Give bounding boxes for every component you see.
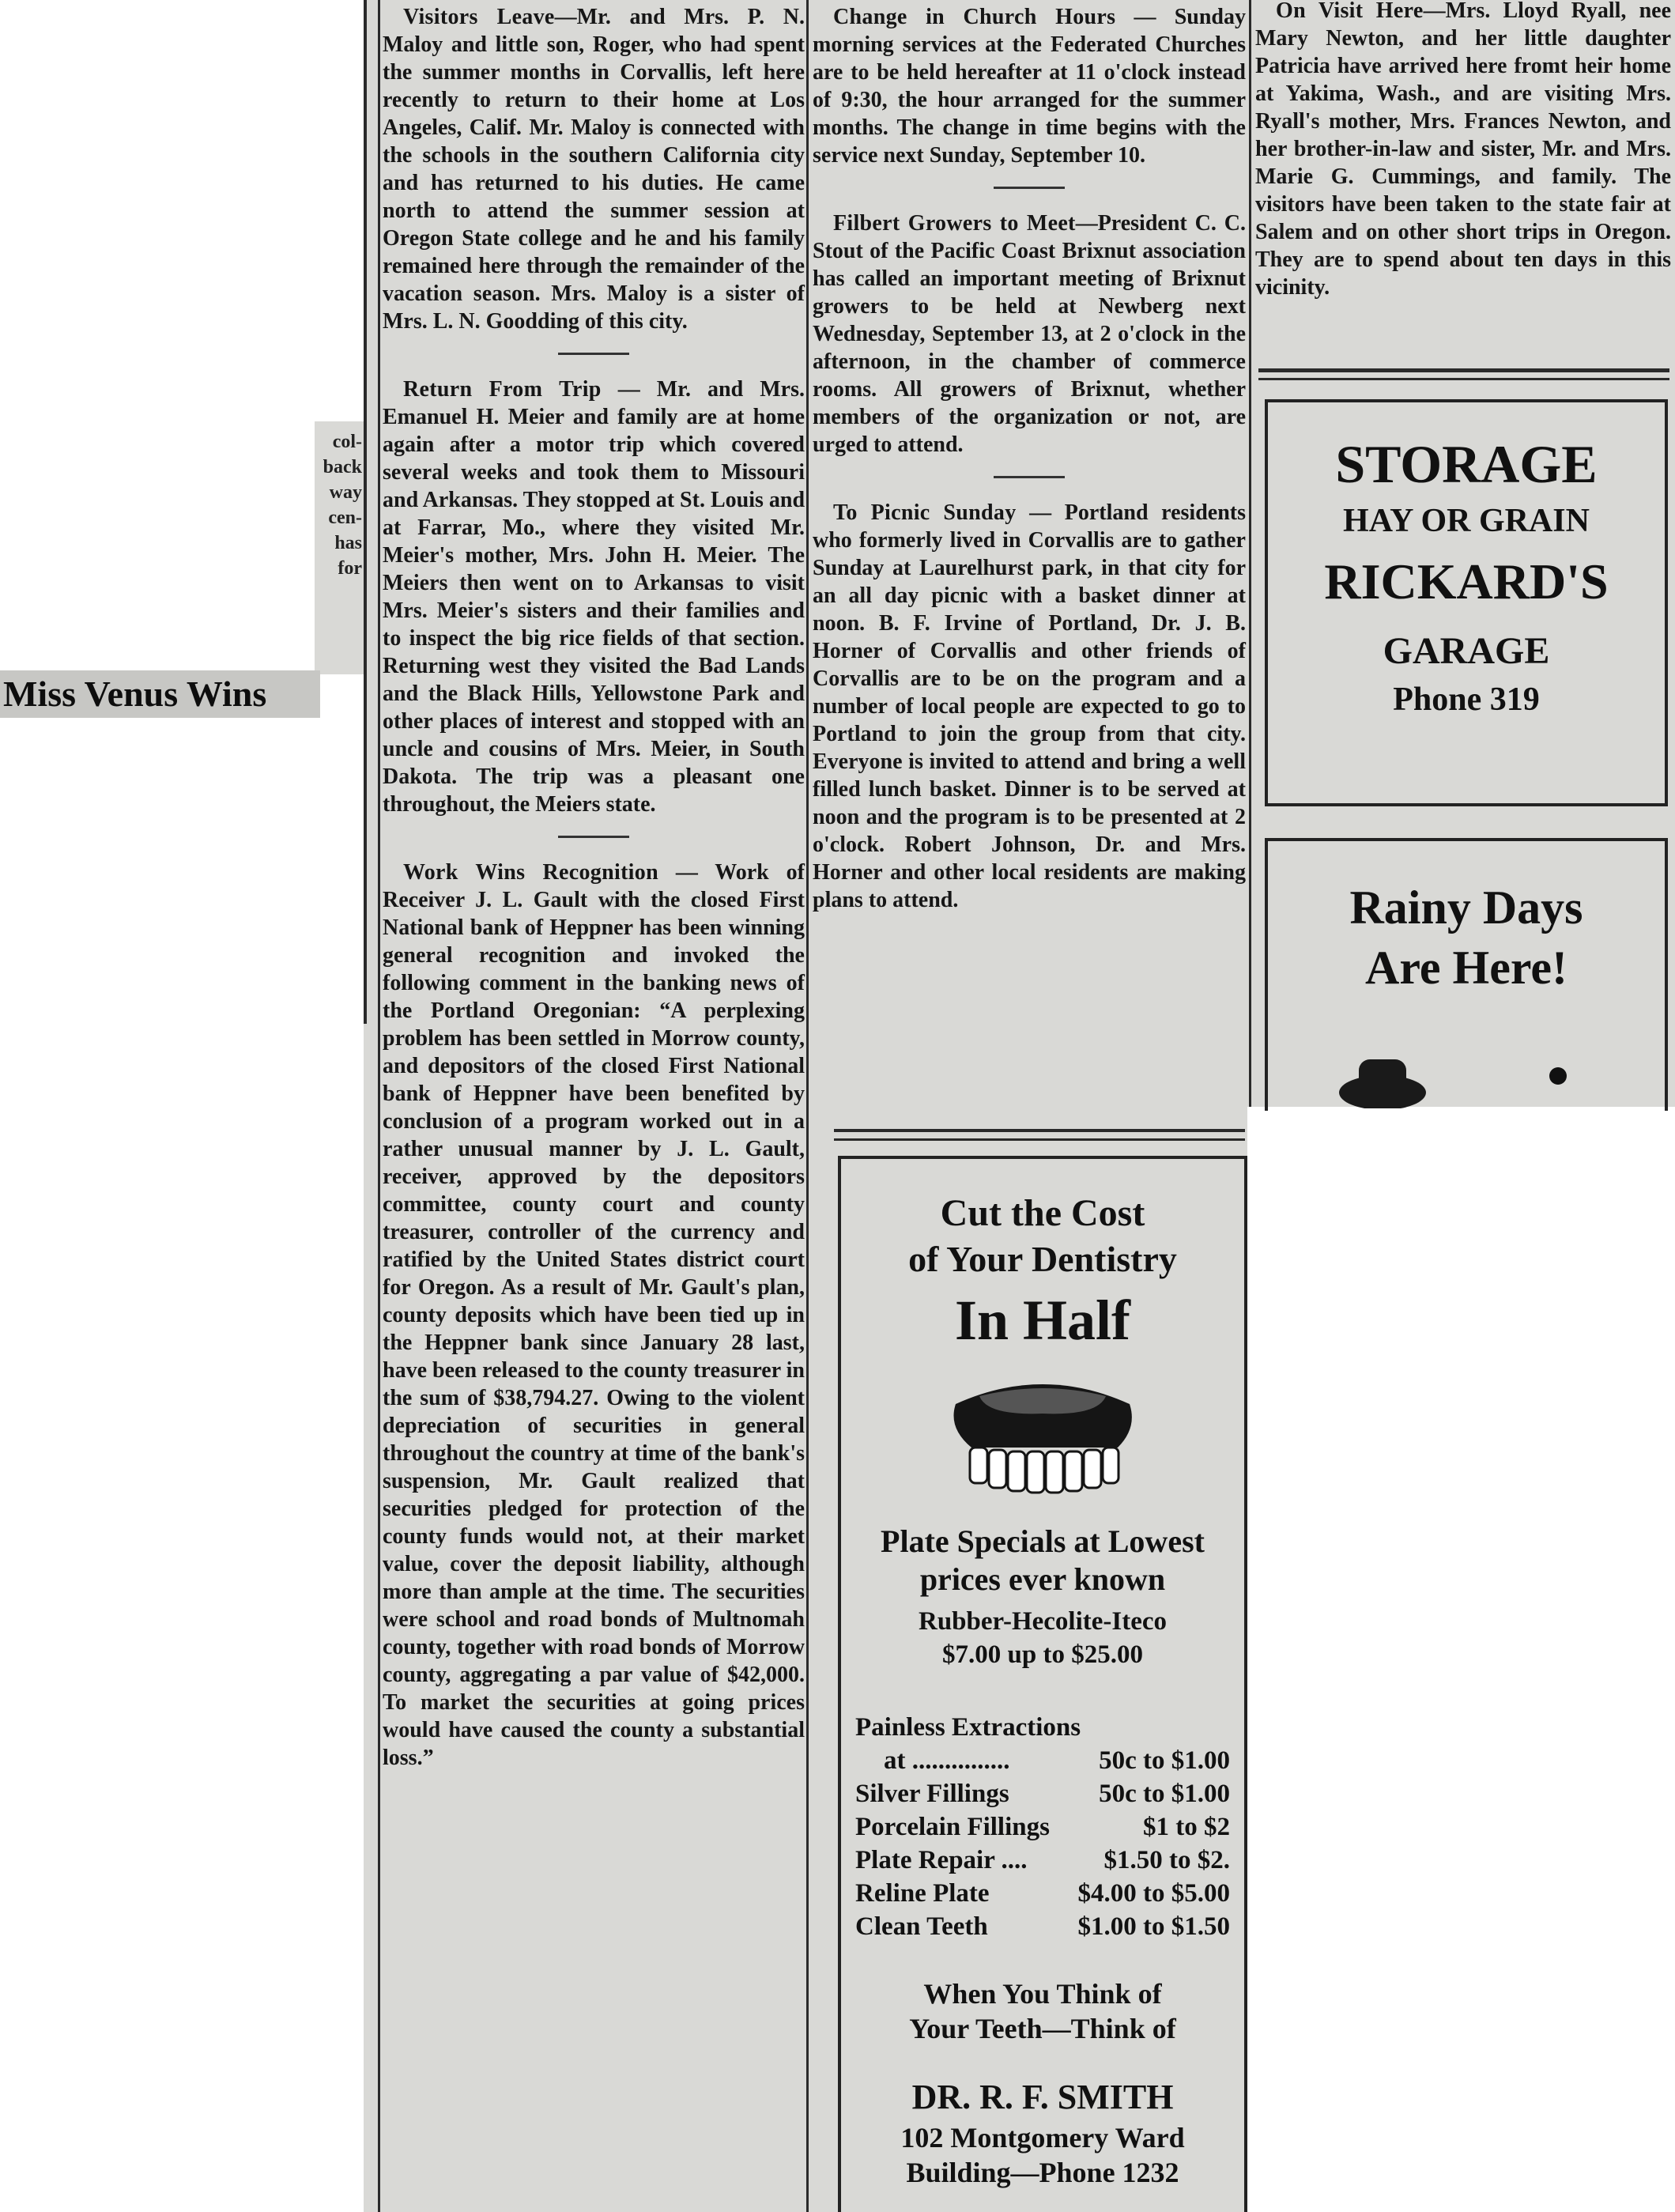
snippet-word: has (334, 533, 362, 553)
price-value: $1.50 to $2. (1103, 1846, 1230, 1874)
article-body: — Portland residents who formerly lived in Corvallis are to gather Sunday at Laurelhurst park, in that city for an all day picnic with a basket dinner at noon. B. F. Irvine of Portland, Dr. J. B. Horner of Corvallis and other friends of Corvallis are to be on the program and a number of local people are expected to go to Portland to join the group from that city. Everyone is invited to attend and bring a well filled lunch basket. Dinner is to be served at noon and the program is to be presented at 2 o'clock. Robert Johnson, Dr. and Mrs. Horner and other local residents are making plans to attend. (813, 500, 1246, 912)
article-visitors-leave (383, 3, 805, 335)
article-body: —Mrs. Lloyd Ryall, nee Mary Newton, and her little daughter Patricia have arrived here fromt heir home at Yakima, Wash., and are visiting Mrs. Ryall's mother, Mrs. Frances Newton, and her brother-in-law and sister, Mr. and Mrs. Marie G. Cummings, and family. The visitors have been taken to the state fair at Salem and on other short trips in Oregon. They are to spend about ten days in this vicinity. (1255, 0, 1671, 300)
price-value: 50c to $1.00 (1099, 1746, 1230, 1775)
ad-dentist-headline-1: Cut the Cost (940, 1192, 1145, 1234)
ad-rainy-line1: Rainy Days (1349, 881, 1583, 934)
price-row (855, 1777, 1230, 1810)
price-row (855, 1711, 1230, 1744)
price-value: $1 to $2 (1143, 1813, 1230, 1841)
article-lead: Work Wins Recognition (403, 860, 658, 885)
article-body: — Mr. and Mrs. Emanuel H. Meier and family are at home again after a motor trip which covered several weeks and took them to Missouri and Arkansas. They stopped at St. Louis and at Farrar, Mo., where they visited Mr. Meier's mother, Mrs. John H. Meier. The Meiers then went on to Arkansas to visit Mrs. Meier's sisters and their families and to inspect the big rice fields of that section. Returning west they visited the Bad Lands and the Black Hills, Yellowstone Park and other places of interest and stopped with an uncle and cousins of Mrs. Meier, in South Dakota. The trip was a pleasant one throughout, the Meiers state. (383, 377, 805, 817)
section-rule (834, 1138, 1245, 1141)
denture-icon (940, 1372, 1145, 1507)
article-lead: To Picnic Sunday (833, 500, 1017, 525)
price-row (855, 1877, 1230, 1910)
price-row (855, 1744, 1230, 1777)
ad-rainy-line2: Are Here! (1365, 942, 1567, 994)
price-item: Clean Teeth (855, 1912, 988, 1941)
ad-dentist-headline-3: In Half (954, 1289, 1131, 1352)
ad-dentist-address: 102 Montgomery Ward (900, 2122, 1185, 2153)
article-body: —Mr. and Mrs. P. N. Maloy and little son, Roger, who had spent the summer months in Corvallis, left here recently to return to their home at Los Angeles, Calif. Mr. Maloy is connected with the schools in the southern California city and has returned to his duties. He came north to attend the summer session at Oregon State college and he and his family remained here through the remainder of the vacation season. Mrs. Maloy is a sister of Mrs. L. N. Goodding of this city. (383, 5, 805, 334)
article-separator (558, 836, 629, 838)
column-rule (1249, 0, 1251, 1107)
ad-dentist-slogan-1: When You Think of (923, 1978, 1162, 2010)
ad-dentist-headline-2: of Your Dentistry (908, 1239, 1177, 1279)
price-item: Porcelain Fillings (855, 1813, 1050, 1841)
column-rule (364, 0, 367, 1024)
snippet-word: for (338, 558, 362, 579)
price-item: Reline Plate (855, 1879, 990, 1908)
paper-lower-left-strip (364, 1024, 379, 2212)
price-item: Painless Extractions (855, 1713, 1081, 1742)
article-body: — Work of Receiver J. L. Gault with the closed First National bank of Heppner has been winning general recognition and invoked the following comment in the banking news of the Portland Oregonian: “A perplexing problem has been settled in Morrow county, and depositors of the closed First National bank of Heppner have been benefited by conclusion of a program worked out in a rather unusual manner by J. L. Gault, receiver, approved by the depositors committee, county court and county treasurer, controller of the currency and ratified by the United States district court for Oregon. As a result of Mr. Gault's plan, county deposits which have been tied up in the Heppner bank since January 28 last, have been released to the county treasurer in the sum of $38,794.27. Owing to the violent depreciation of securities in general throughout the country at time of the bank's suspension, Mr. Gault realized that securities pledged for protection of the county funds would not, at their market value, cover the deposit liability, although more than ample at the time. The securities were school and road bonds of Multnomah county, together with road bonds of Morrow county, aggregating a par value of $42,000. To market the securities at going prices would have caused the county a substantial loss.” (383, 860, 805, 1770)
ad-dentistry (838, 1156, 1247, 2212)
price-row (855, 1810, 1230, 1844)
price-row (855, 1844, 1230, 1877)
article-separator (558, 353, 629, 355)
snippet-word: col- (332, 432, 362, 452)
article-lead: Return From Trip (403, 377, 602, 402)
price-item: Silver Fillings (855, 1780, 1009, 1808)
article-separator (994, 187, 1065, 189)
ad-storage-business: RICKARD'S (1324, 553, 1609, 610)
article-lead: Change in Church Hours (833, 5, 1116, 29)
left-snippet (315, 429, 362, 581)
ad-dentist-materials: Rubber-Hecolite-Iteco (919, 1607, 1167, 1636)
snippet-word: cen- (328, 508, 362, 528)
article-lead: On Visit Here (1276, 0, 1424, 23)
article-work-wins-recognition (383, 859, 805, 1772)
price-value: $4.00 to $5.00 (1077, 1879, 1230, 1908)
ad-dentist-address-2: Building—Phone 1232 (906, 2157, 1179, 2188)
snippet-word: way (329, 482, 362, 503)
section-rule (834, 1129, 1245, 1132)
column-1 (383, 3, 805, 1786)
article-body: — Sunday morning services at the Federated Churches are to be held hereafter at 11 o'clock instead of 9:30, the hour arranged for the summer months. The change in time begins with the service next Sunday, September 10. (813, 5, 1246, 168)
price-item: at ............... (884, 1746, 1010, 1775)
column-2 (813, 3, 1246, 928)
ad-dentist-specials-2: prices ever known (919, 1561, 1166, 1597)
section-rule (1258, 378, 1669, 380)
section-rule (1258, 368, 1669, 372)
snippet-word: back (323, 457, 362, 478)
article-body: —President C. C. Stout of the Pacific Coast Brixnut association has called an important meeting of Brixnut growers to be held at Newberg next Wednesday, September 13, at 2 o'clock in the afternoon, in the chamber of commerce rooms. All growers of Brixnut, whether members of the organization or not, are urged to attend. (813, 211, 1246, 457)
ad-storage-subtitle: HAY OR GRAIN (1343, 503, 1590, 539)
price-item: Plate Repair .... (855, 1846, 1028, 1874)
ad-dentist-slogan-2: Your Teeth—Think of (909, 2013, 1176, 2044)
article-lead: Filbert Growers to Meet (833, 211, 1076, 236)
ad-storage-rickards (1265, 399, 1668, 806)
price-value: 50c to $1.00 (1099, 1780, 1230, 1808)
price-value: $1.00 to $1.50 (1077, 1912, 1230, 1941)
column-rule (378, 0, 380, 2212)
article-on-visit-here (1255, 0, 1671, 301)
article-picnic-sunday (813, 499, 1246, 914)
ad-dentist-name: DR. R. F. SMITH (911, 2078, 1174, 2116)
ad-dentist-price-range: $7.00 up to $25.00 (942, 1640, 1143, 1669)
price-list (855, 1711, 1230, 1943)
article-church-hours (813, 3, 1246, 169)
column-rule (806, 0, 809, 2212)
article-lead: Visitors Leave (403, 5, 555, 29)
ad-storage-garage: GARAGE (1383, 630, 1550, 672)
ad-dentist-specials-1: Plate Specials at Lowest (881, 1523, 1205, 1559)
ad-storage-title: STORAGE (1335, 434, 1598, 494)
dot-icon (1546, 1064, 1570, 1088)
article-separator (994, 476, 1065, 478)
ad-storage-phone: Phone 319 (1393, 681, 1540, 718)
headline-miss-venus-wins: Miss Venus Wins (0, 670, 320, 718)
article-filbert-growers (813, 209, 1246, 459)
hat-figure-icon (1327, 1045, 1438, 1108)
article-return-from-trip (383, 376, 805, 818)
price-row (855, 1910, 1230, 1943)
ad-rainy-days (1265, 838, 1668, 1111)
column-3 (1255, 0, 1671, 315)
